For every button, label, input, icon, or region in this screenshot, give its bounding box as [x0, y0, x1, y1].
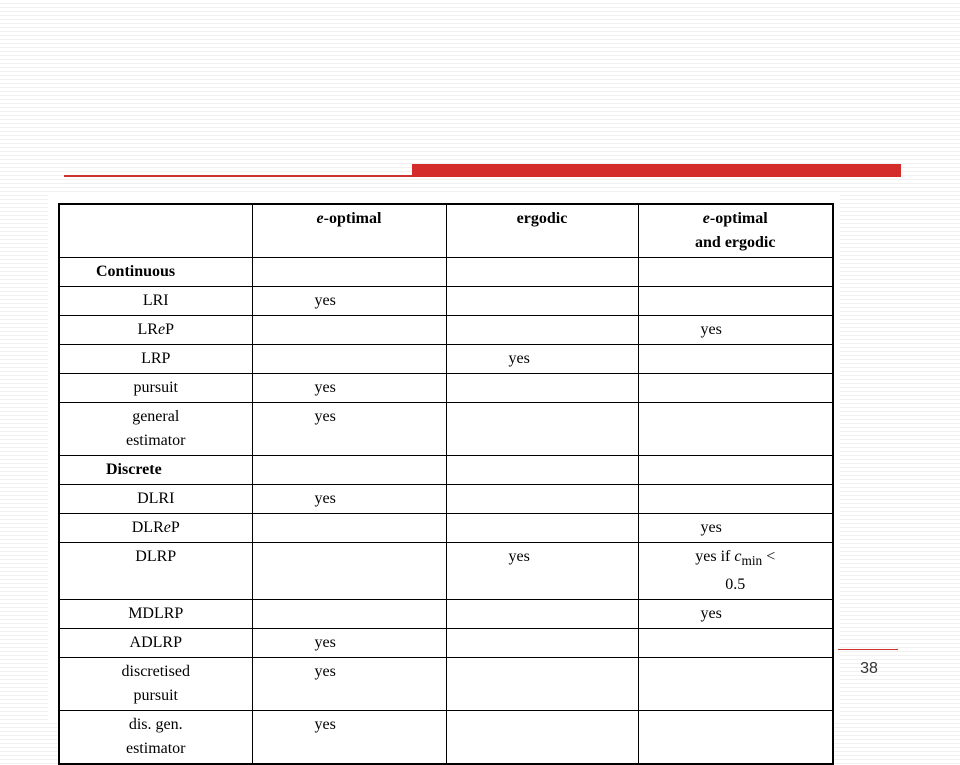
cell-e-optimal: yes [252, 287, 446, 316]
section-label-continuous: Continuous [59, 258, 252, 287]
table-row-dlrp [59, 543, 833, 600]
table-row-lrp [59, 345, 833, 374]
cell-e-optimal-and-ergodic: yes [638, 316, 833, 345]
table-row-pursuit [59, 374, 833, 403]
row-name: LRI [59, 287, 252, 316]
row-name: LReP [59, 316, 252, 345]
row-name: DLRP [59, 543, 252, 600]
row-name: pursuit [59, 374, 252, 403]
table-row-lri [59, 287, 833, 316]
section-label-discrete: Discrete [59, 456, 252, 485]
cell-ergodic: yes [446, 345, 638, 374]
section-row-discrete [59, 456, 833, 485]
table-row-general-estimator [59, 403, 833, 456]
row-name: general estimator [59, 403, 252, 456]
row-name: DLReP [59, 514, 252, 543]
row-name: LRP [59, 345, 252, 374]
title-underline-thin [64, 175, 412, 177]
table-row-dlrep [59, 514, 833, 543]
page-number: 38 [860, 660, 878, 677]
cell-e-optimal-and-ergodic: yes [638, 514, 833, 543]
header-row [59, 204, 833, 258]
table-row-discretised-pursuit [59, 658, 833, 711]
cell-e-optimal: yes [252, 629, 446, 658]
table-row-lrep [59, 316, 833, 345]
row-name: discretised pursuit [59, 658, 252, 711]
title-underline-thick [412, 164, 901, 177]
cell-e-optimal-and-ergodic: yes [638, 600, 833, 629]
row-name: MDLRP [59, 600, 252, 629]
cell-e-optimal: yes [252, 711, 446, 765]
header-ergodic: ergodic [446, 204, 638, 258]
cell-e-optimal: yes [252, 374, 446, 403]
table-row-dis-gen-estimator [59, 711, 833, 765]
table-row-dlri [59, 485, 833, 514]
cell-e-optimal: yes [252, 485, 446, 514]
section-row-continuous [59, 258, 833, 287]
header-e-optimal: e-optimal [252, 204, 446, 258]
cell-e-optimal: yes [252, 658, 446, 711]
cell-ergodic: yes [446, 543, 638, 600]
cell-e-optimal: yes [252, 403, 446, 456]
table-row-adlrp [59, 629, 833, 658]
header-e-optimal-and-ergodic: e-optimal and ergodic [638, 204, 833, 258]
comparison-table [58, 203, 834, 765]
row-name: DLRI [59, 485, 252, 514]
cell-e-optimal-and-ergodic: yes if $c_{min}$ < 0.5 [638, 543, 833, 600]
table-row-mdlrp [59, 600, 833, 629]
header-blank [59, 204, 252, 258]
row-name: ADLRP [59, 629, 252, 658]
row-name: dis. gen. estimator [59, 711, 252, 765]
page-number-rule [838, 649, 898, 650]
